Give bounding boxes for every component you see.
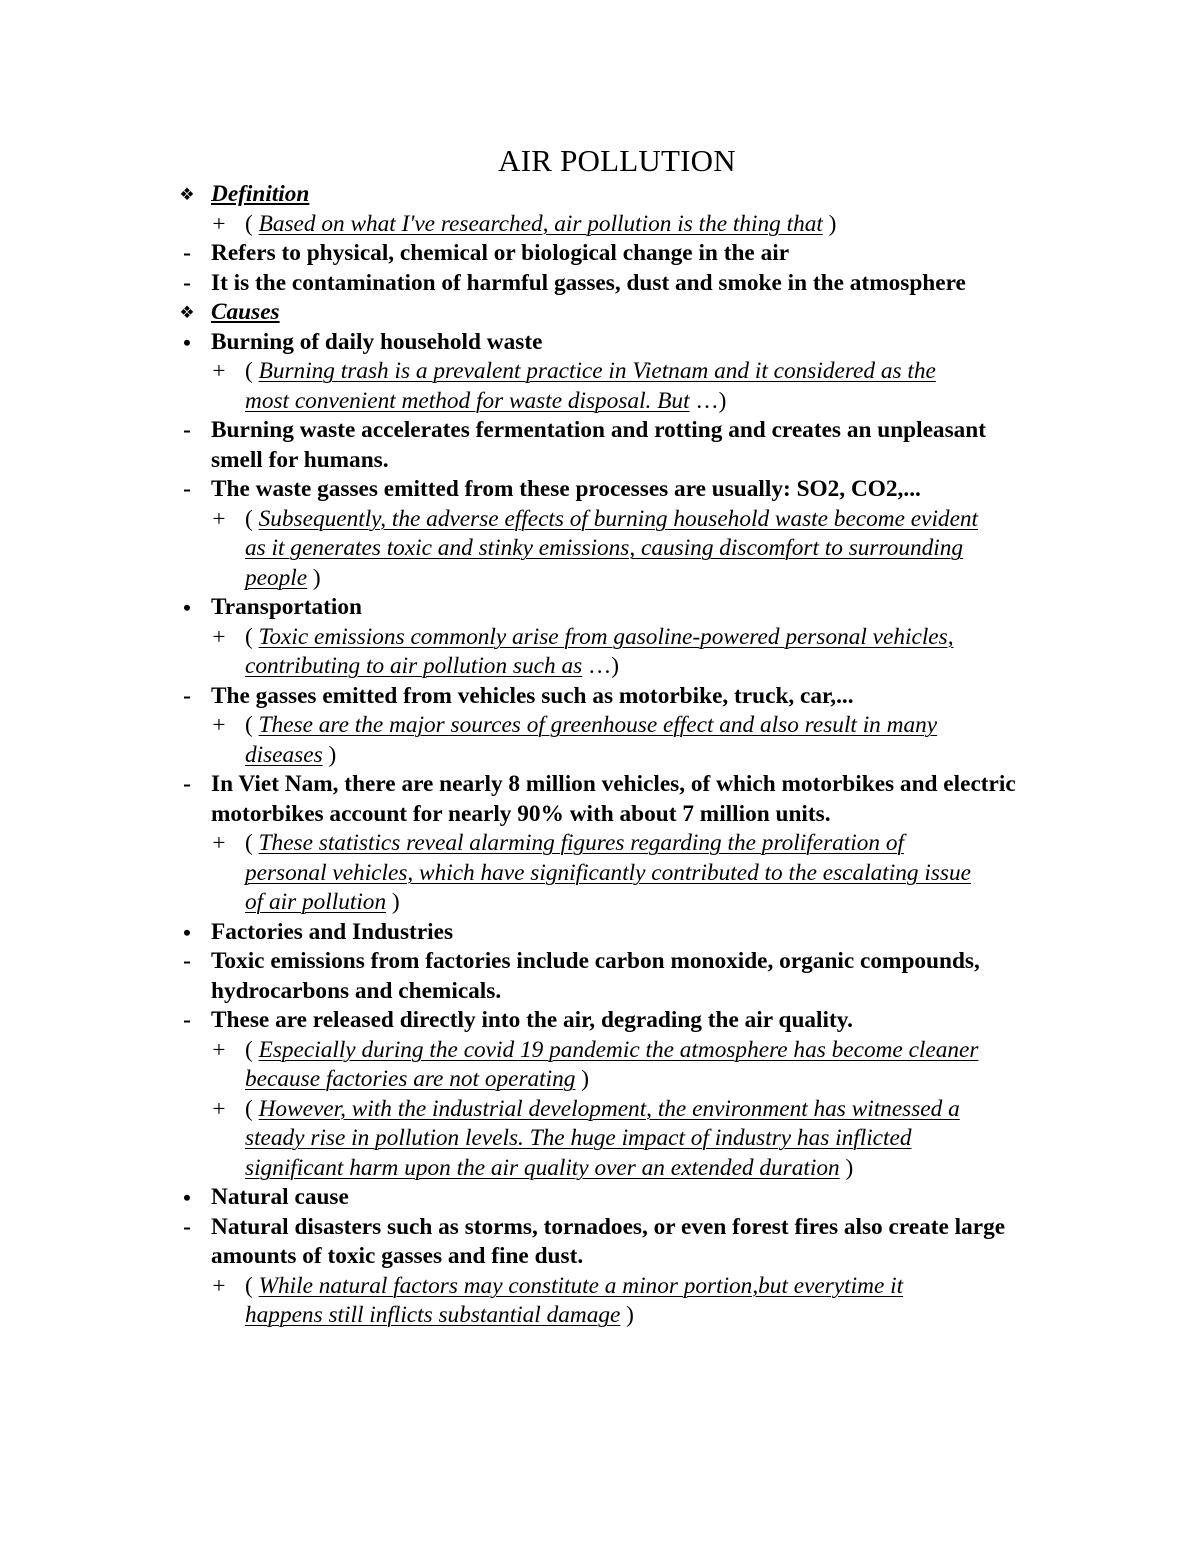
factories-heading-line — [0, 918, 1200, 948]
household-note-2: + ( Subsequently, the adverse effects of burning household waste become evident — [0, 505, 1200, 535]
natural-note-1: + ( While natural factors may constitute a minor portion,but everytime it — [0, 1272, 1200, 1302]
plus-marker: + — [212, 623, 226, 650]
diamond-bullet-icon: ❖ — [179, 303, 195, 322]
plus-marker: + — [212, 505, 226, 532]
round-bullet-icon: • — [183, 595, 191, 620]
household-heading-line — [0, 328, 1200, 358]
plus-marker: + — [212, 830, 226, 856]
document-body — [0, 180, 1200, 1331]
natural-point-1-cont: amounts of toxic gasses and fine dust. — [211, 1243, 584, 1269]
factories-note-1-cont: because factories are not operating ) — [245, 1066, 590, 1092]
document-title: AIR POLLUTION — [498, 143, 736, 178]
transportation-point-2: - In Viet Nam, there are nearly 8 million vehicles, of which motorbikes and electric — [0, 770, 1200, 800]
transportation-point-2-cont: motorbikes account for nearly 90% with about 7 million units. — [211, 800, 831, 827]
household-note-2-cont: as it generates toxic and stinky emissions, causing discomfort to surrounding — [245, 535, 964, 561]
household-point-1-cont: smell for humans. — [211, 446, 389, 473]
household-point-1: - Burning waste accelerates fermentation and rotting and creates an unpleasant — [0, 416, 1200, 446]
plus-marker: + — [212, 1095, 226, 1122]
round-bullet-icon: • — [183, 1185, 191, 1210]
household-heading: Burning of daily household waste — [211, 328, 543, 355]
transportation-note-3-cont: personal vehicles, which have significantly contributed to the escalating issue — [245, 859, 971, 886]
definition-point: - It is the contamination of harmful gasses, dust and smoke in the atmosphere — [0, 269, 1200, 299]
dash-marker: - — [183, 1213, 191, 1240]
dash-marker: - — [183, 476, 191, 502]
plus-marker: + — [212, 712, 226, 738]
transportation-note-1: + ( Toxic emissions commonly arise from gasoline-powered personal vehicles, — [0, 623, 1200, 653]
transportation-note-3-cont: of air pollution ) — [245, 889, 400, 915]
causes-heading: Causes — [211, 299, 280, 325]
natural-heading-line — [0, 1183, 1200, 1213]
household-note-1: + ( Burning trash is a prevalent practice in Vietnam and it considered as the — [0, 357, 1200, 387]
factories-note-2: + ( However, with the industrial development, the environment has witnessed a — [0, 1095, 1200, 1125]
factories-note-2-cont: steady rise in pollution levels. The huge impact of industry has inflicted — [245, 1125, 912, 1151]
transportation-note-3: + ( These statistics reveal alarming figures regarding the proliferation of — [0, 829, 1200, 859]
plus-marker: + — [212, 1036, 226, 1063]
transportation-note-2: + ( These are the major sources of greenhouse effect and also result in many — [0, 711, 1200, 741]
dash-marker: - — [183, 240, 191, 266]
definition-note: ( Based on what I've researched, air pollution is the thing that ) — [245, 210, 837, 237]
definition-note-line — [0, 210, 1200, 240]
dash-marker: - — [183, 1007, 191, 1033]
transportation-point-1: - The gasses emitted from vehicles such as motorbike, truck, car,... — [0, 682, 1200, 712]
factories-note-1: + ( Especially during the covid 19 pandemic the atmosphere has become cleaner — [0, 1036, 1200, 1066]
natural-point-1: - Natural disasters such as storms, tornadoes, or even forest fires also create large — [0, 1213, 1200, 1243]
household-point-2: - The waste gasses emitted from these processes are usually: SO2, CO2,... — [0, 475, 1200, 505]
factories-heading: Factories and Industries — [211, 918, 454, 945]
transportation-note-2-cont: diseases ) — [245, 741, 337, 768]
diamond-bullet-icon: ❖ — [179, 185, 195, 204]
factories-point-1-cont: hydrocarbons and chemicals. — [211, 977, 502, 1004]
dash-marker: - — [183, 269, 191, 296]
household-note-1-cont: most convenient method for waste disposal. But …) — [245, 387, 727, 414]
definition-heading-line — [0, 180, 1200, 210]
dash-marker: - — [183, 417, 191, 443]
plus-marker: + — [212, 1272, 226, 1299]
causes-heading-line — [0, 298, 1200, 328]
dash-marker: - — [183, 771, 191, 797]
dash-marker: - — [183, 682, 191, 709]
round-bullet-icon: • — [183, 329, 191, 355]
round-bullet-icon: • — [183, 919, 191, 945]
definition-heading: Definition — [211, 181, 310, 207]
transportation-note-1-cont: contributing to air pollution such as …) — [245, 653, 620, 679]
natural-heading: Natural cause — [211, 1184, 349, 1210]
plus-marker: + — [212, 358, 226, 384]
factories-point-1: - Toxic emissions from factories include carbon monoxide, organic compounds, — [0, 947, 1200, 977]
transportation-heading: Transportation — [211, 594, 363, 620]
natural-note-1-cont: happens still inflicts substantial damage ) — [245, 1302, 634, 1328]
household-note-2-cont: people ) — [245, 564, 321, 591]
definition-point: - Refers to physical, chemical or biological change in the air — [0, 239, 1200, 269]
plus-marker: + — [212, 210, 226, 237]
factories-point-2: - These are released directly into the air, degrading the air quality. — [0, 1006, 1200, 1036]
transportation-heading-line — [0, 593, 1200, 623]
factories-note-2-cont: significant harm upon the air quality over an extended duration ) — [245, 1154, 854, 1181]
dash-marker: - — [183, 948, 191, 974]
